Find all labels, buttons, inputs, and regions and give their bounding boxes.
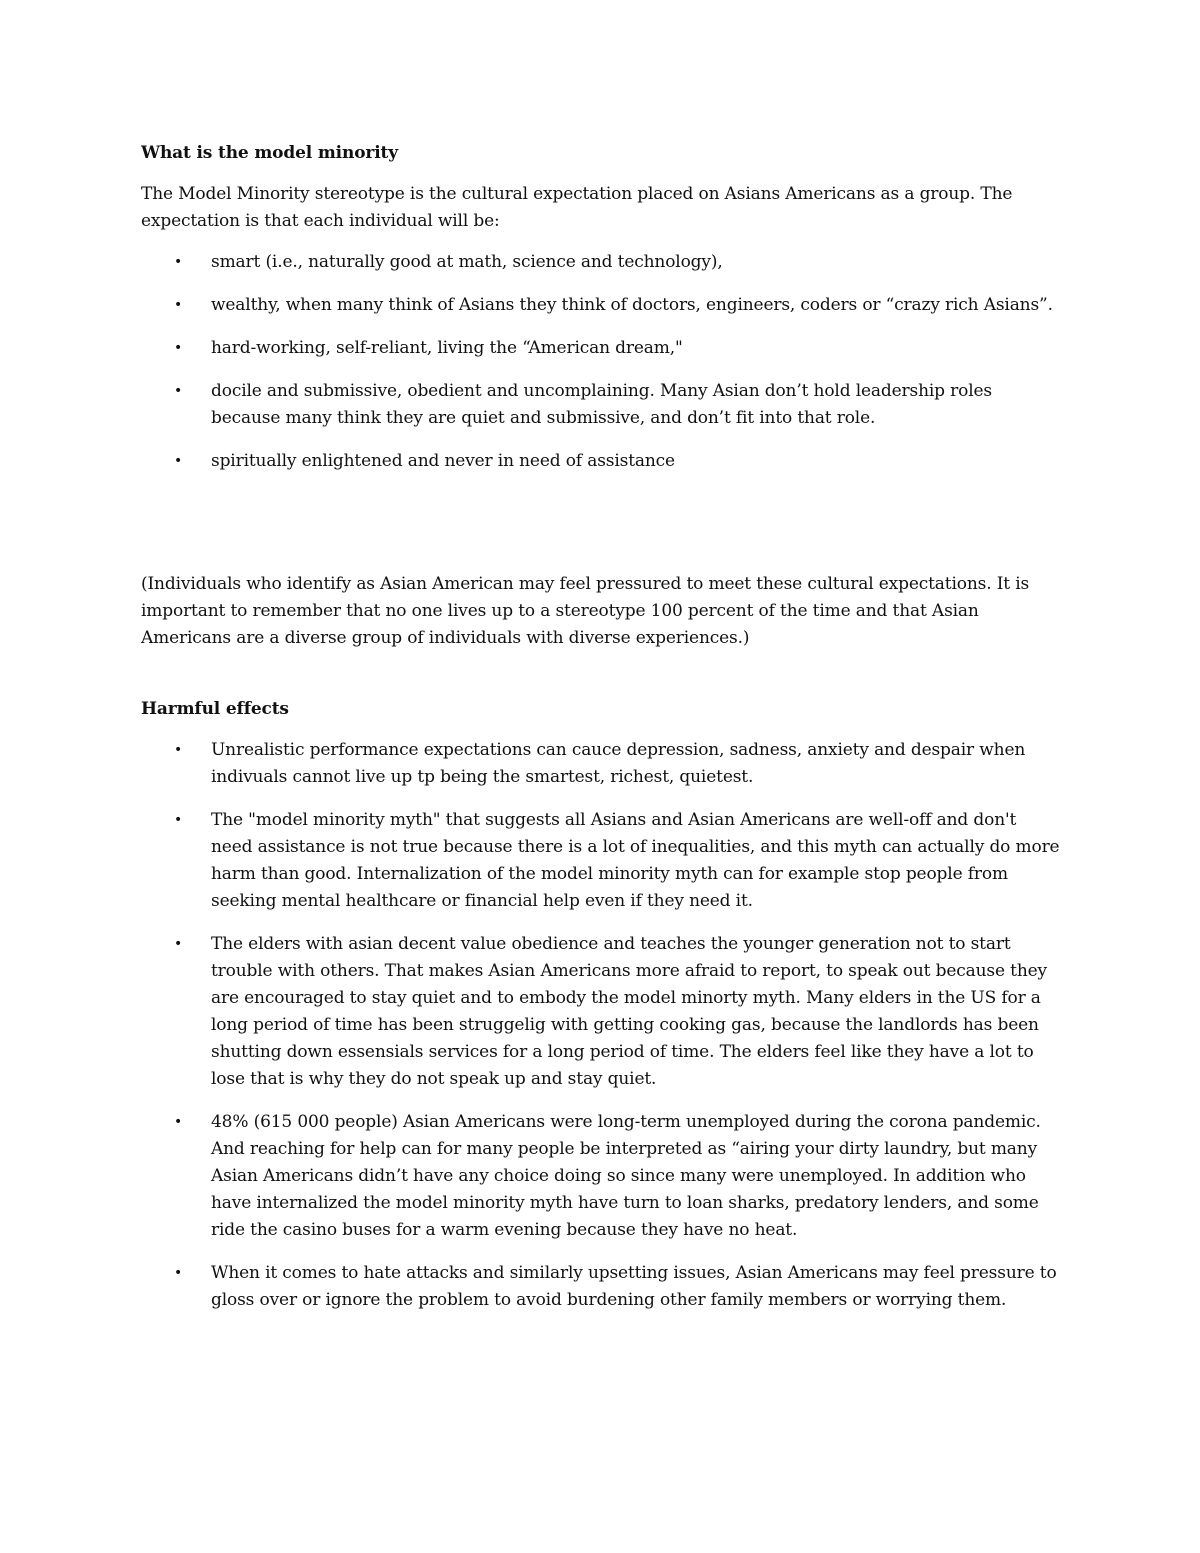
list-item-text: docile and submissive, obedient and uncomplaining. Many Asian don’t hold leadership roles because many think they are quiet and submissive, and don’t fit into that role. [211,381,992,428]
list-item [141,1260,1061,1314]
spacer [141,491,1061,571]
harmful-effects-list [141,737,1061,1314]
bullet-icon: • [174,453,183,469]
list-item-text: smart (i.e., naturally good at math, science and technology), [211,252,723,272]
list-item [141,807,1061,915]
bullet-icon: • [174,297,183,313]
expectations-list [141,249,1061,475]
list-item-text: hard-working, self-reliant, living the “American dream," [211,338,683,358]
list-item [141,737,1061,791]
bullet-icon: • [174,1265,183,1281]
spacer [141,666,1061,696]
list-item [141,292,1061,319]
list-item-text: The elders with asian decent value obedience and teaches the younger generation not to start trouble with others. That makes Asian Americans more afraid to report, to speak out because they are encouraged to stay quiet and to embody the model minorty myth. Many elders in the US for a long period of time has been struggelig with getting cooking gas, because the landlords has been shutting down essensials services for a long period of time. The elders feel like they have a lot to lose that is why they do not speak up and stay quiet. [211,934,1047,1089]
section-heading-model-minority: What is the model minority [141,143,398,163]
intro-paragraph: The Model Minority stereotype is the cultural expectation placed on Asians Americans as a group. The expectation is that each individual will be: [141,184,1013,231]
list-item-text: The "model minority myth" that suggests all Asians and Asian Americans are well-off and don't need assistance is not true because there is a lot of inequalities, and this myth can actually do more harm than good. Internalization of the model minority myth can for example stop people from seeking mental healthcare or financial help even if they need it. [211,810,1060,911]
list-item-text: wealthy, when many think of Asians they think of doctors, engineers, coders or “crazy rich Asians”. [211,295,1053,315]
list-item [141,931,1061,1093]
bullet-icon: • [174,936,183,952]
list-item [141,1109,1061,1244]
list-item [141,249,1061,276]
bullet-icon: • [174,383,183,399]
list-item-text: When it comes to hate attacks and similarly upsetting issues, Asian Americans may feel pressure to gloss over or ignore the problem to avoid burdening other family members or worrying them. [211,1263,1057,1310]
bullet-icon: • [174,742,183,758]
bullet-icon: • [174,254,183,270]
bullet-icon: • [174,340,183,356]
bullet-icon: • [174,1114,183,1130]
list-item-text: Unrealistic performance expectations can cauce depression, sadness, anxiety and despair when indivuals cannot live up tp being the smartest, richest, quietest. [211,740,1026,787]
bullet-icon: • [174,812,183,828]
list-item [141,378,1061,432]
document-content [141,140,1061,1330]
list-item-text: 48% (615 000 people) Asian Americans were long-term unemployed during the corona pandemic. And reaching for help can for many people be interpreted as “airing your dirty laundry, but many Asian Americans didn’t have any choice doing so since many were unemployed. In addition who have internalized the model minority myth have turn to loan sharks, predatory lenders, and some ride the casino buses for a warm evening because they have no heat. [211,1112,1041,1240]
section-heading-harmful-effects: Harmful effects [141,699,289,719]
list-item-text: spiritually enlightened and never in need of assistance [211,451,675,471]
note-paragraph: (Individuals who identify as Asian American may feel pressured to meet these cultural expectations. It is important to remember that no one lives up to a stereotype 100 percent of the time and that Asian Americans are a diverse group of individuals with diverse experiences.) [141,574,1030,648]
list-item [141,448,1061,475]
list-item [141,335,1061,362]
